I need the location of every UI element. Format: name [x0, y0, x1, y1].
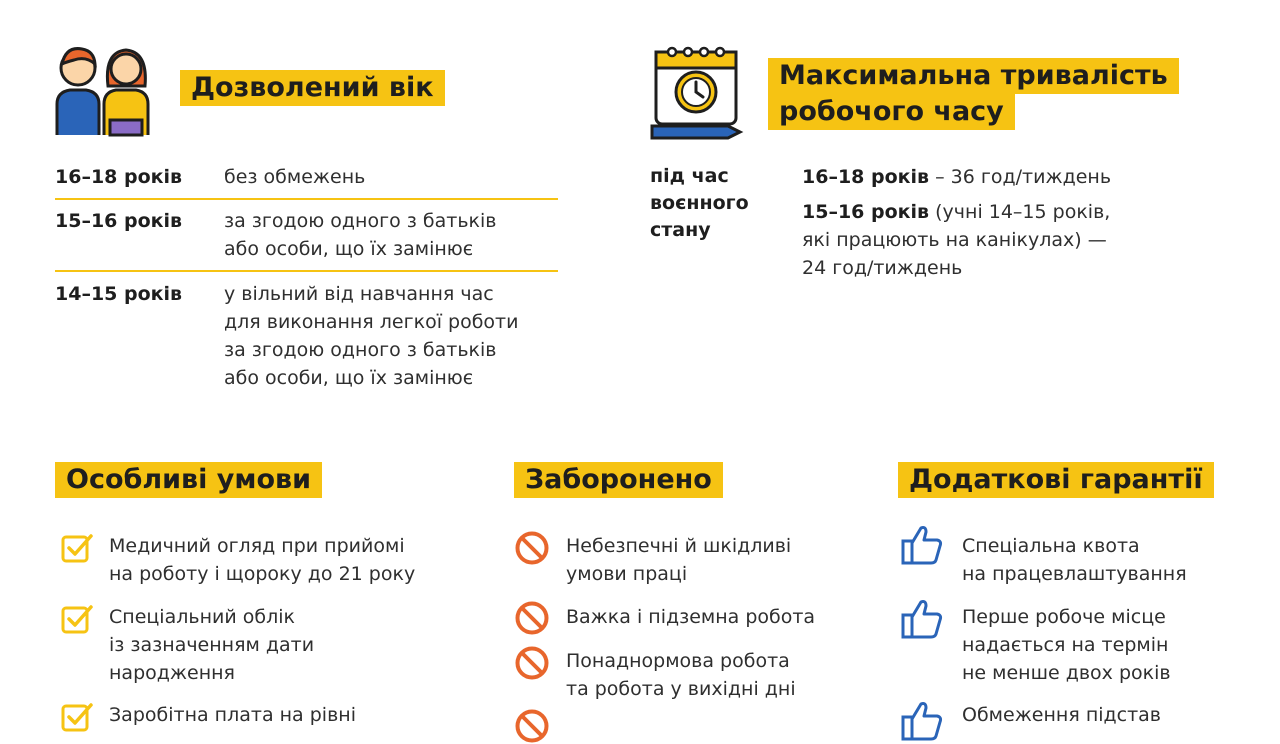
prohibited-icon [514, 530, 550, 566]
forbidden-item-2: Важка і підземна робота [566, 606, 816, 628]
age-row-text-3: у вільний від навчання час для виконання легкої роботи за згодою одного з батьків або особи, що їх замінює [224, 283, 519, 389]
thumbs-up-icon [900, 524, 944, 566]
hours-row2-value: 24 год/тиждень [802, 257, 963, 279]
checkbox-icon [60, 532, 94, 564]
hours-row2-note: (учні 14–15 років, [929, 201, 1111, 223]
prohibited-icon [514, 645, 550, 681]
guarantees-item-1: Спеціальна квота на працевлаштування [962, 535, 1187, 585]
hours-context-line: стану [650, 219, 711, 241]
hours-context-line: воєнного [650, 192, 749, 214]
hours-row-2 [802, 198, 1110, 282]
hours-context [650, 163, 749, 244]
prohibited-icon [514, 600, 550, 636]
hours-row-1 [802, 163, 1111, 191]
guarantees-item-3: Обмеження підстав [962, 704, 1162, 726]
age-divider-1 [55, 198, 558, 200]
guarantees-item-2: Перше робоче місце надається на термін не менше двох років [962, 606, 1171, 684]
forbidden-title: Заборонено [514, 462, 723, 498]
calendar-clock-icon [648, 42, 744, 140]
special-item-3: Заробітна плата на рівні [109, 704, 356, 726]
checkbox-icon [60, 701, 94, 733]
age-title: Дозволений вік [180, 70, 445, 106]
hours-title-line2: робочого часу [768, 94, 1015, 130]
age-divider-2 [55, 270, 558, 272]
hours-row1-age: 16–18 років [802, 166, 930, 188]
guarantees-title: Додаткові гарантії [898, 462, 1214, 498]
checkbox-icon [60, 603, 94, 635]
special-item-2: Спеціальний облік із зазначенням дати народження [109, 606, 315, 684]
children-icon [52, 42, 150, 140]
age-row-text-2: за згодою одного з батьків або особи, що їх замінює [224, 210, 497, 260]
hours-row2-age: 15–16 років [802, 201, 930, 223]
hours-title [768, 58, 1179, 130]
special-title: Особливі умови [55, 462, 322, 498]
forbidden-item-3: Понаднормова робота та робота у вихідні дні [566, 650, 796, 700]
hours-row1-value: – 36 год/тиждень [929, 166, 1112, 188]
age-row-label-3: 14–15 років [55, 283, 183, 305]
hours-row2-note-2: які працюють на канікулах) — [802, 229, 1107, 251]
prohibited-icon [514, 708, 550, 744]
hours-context-line: під час [650, 165, 729, 187]
forbidden-item-1: Небезпечні й шкідливі умови праці [566, 535, 792, 585]
age-row-label-1: 16–18 років [55, 166, 183, 188]
age-row-label-2: 15–16 років [55, 210, 183, 232]
age-row-text-1: без обмежень [224, 166, 366, 188]
thumbs-up-icon [900, 598, 944, 640]
special-item-1: Медичний огляд при прийомі на роботу і щороку до 21 року [109, 535, 416, 585]
hours-title-line1: Максимальна тривалість [768, 58, 1179, 94]
thumbs-up-icon [900, 700, 944, 742]
